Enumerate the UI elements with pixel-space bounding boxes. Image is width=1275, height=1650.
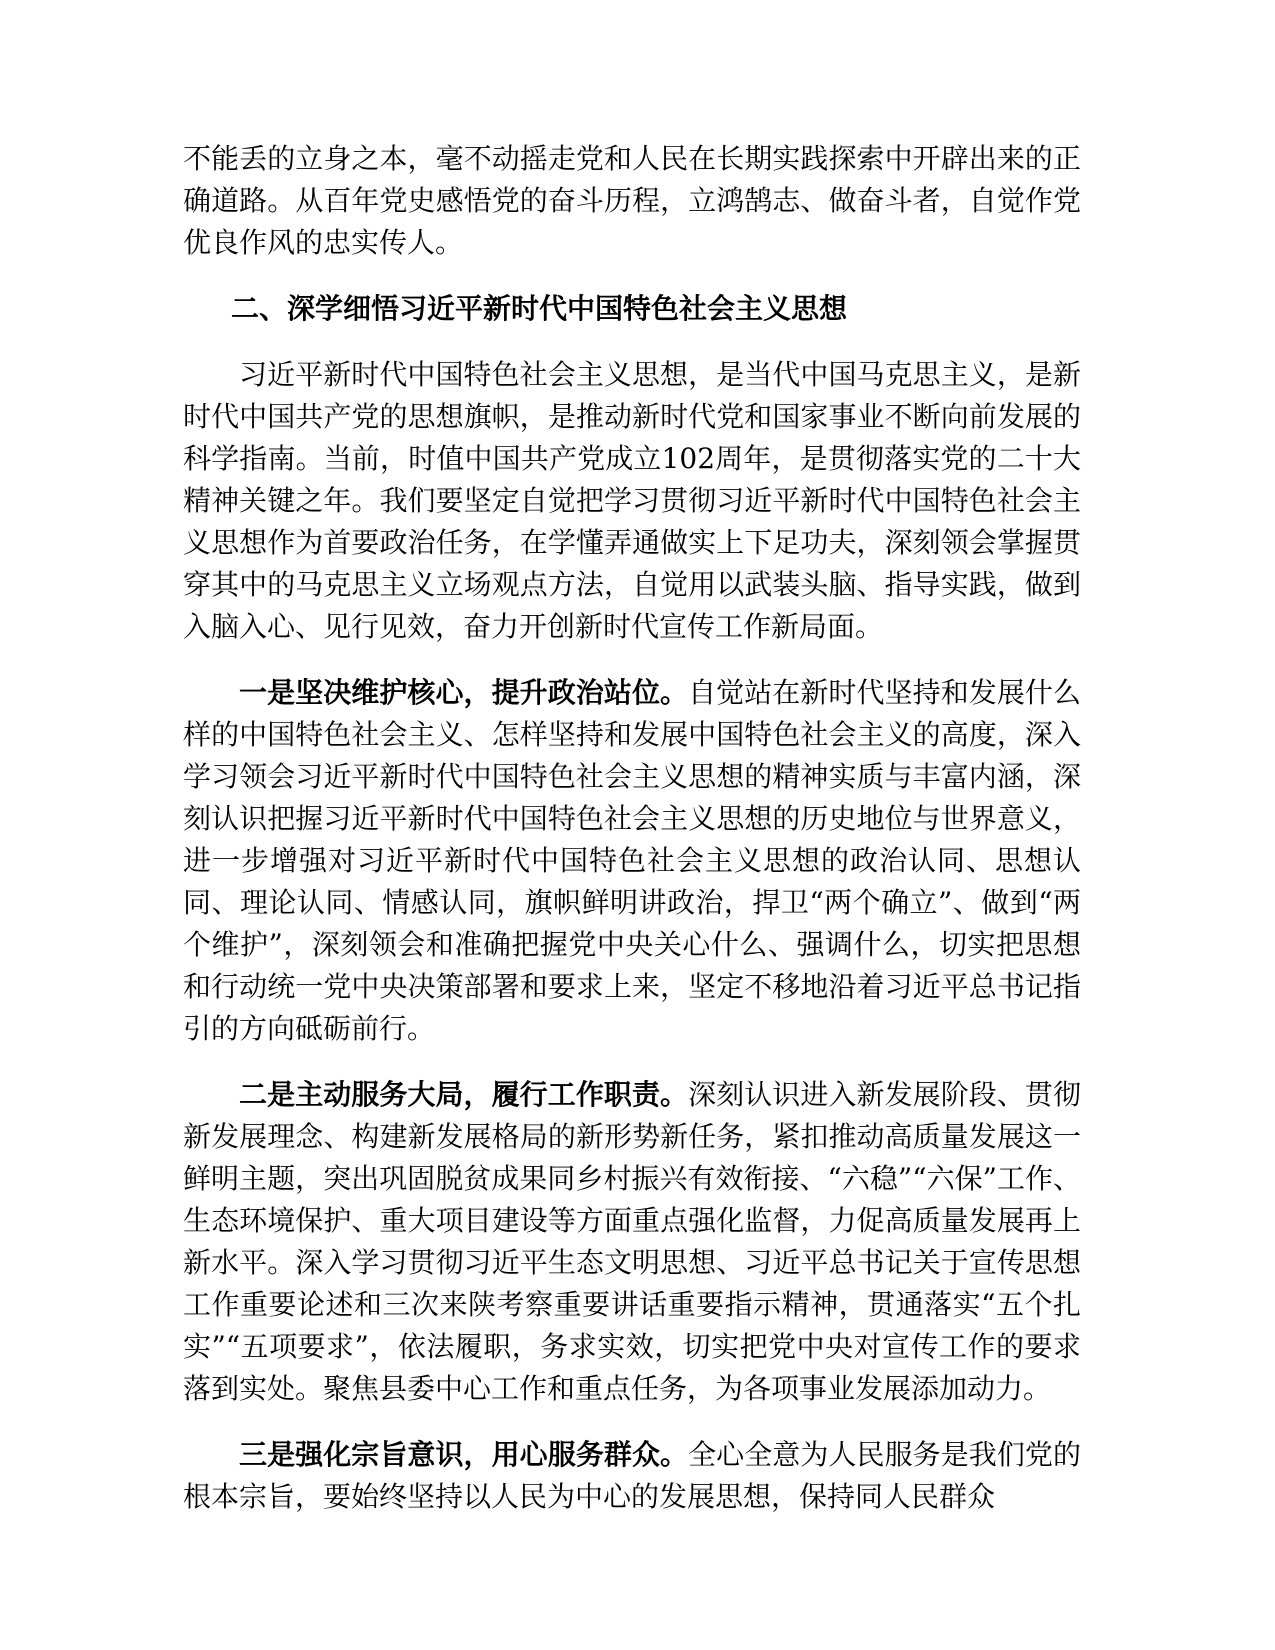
paragraph-point-three — [183, 1434, 1081, 1518]
section-heading-text: 二、深学细悟习近平新时代中国特色社会主义思想 — [231, 292, 848, 325]
paragraph-lead: 一是坚决维护核心，提升政治站位。 — [239, 676, 689, 709]
paragraph-continued — [183, 138, 1081, 264]
paragraph-text: 不能丢的立身之本，毫不动摇走党和人民在长期实践探索中开辟出来的正确道路。从百年党史感悟党的奋斗历程，立鸿鹄志、做奋斗者，自觉作党优良作风的忠实传人。 — [183, 142, 1081, 259]
paragraph-text: 全心全意为人民服务是我们党的根本宗旨，要始终坚持以人民为中心的发展思想，保持同人民群众 — [183, 1438, 1081, 1513]
paragraph-text: 深刻认识进入新发展阶段、贯彻新发展理念、构建新发展格局的新形势新任务，紧扣推动高质量发展这一鲜明主题，突出巩固脱贫成果同乡村振兴有效衔接、“六稳”“六保”工作、生态环境保护、重大项目建设等方面重点强化监督，力促高质量发展再上新水平。深入学习贯彻习近平生态文明思想、习近平总书记关于宣传思想工作重要论述和三次来陕考察重要讲话重要指示精神，贯通落实“五个扎实”“五项要求”，依法履职，务求实效，切实把党中央对宣传工作的要求落到实处。聚焦县委中心工作和重点任务，为各项事业发展添加动力。 — [183, 1078, 1081, 1405]
paragraph-lead: 二是主动服务大局，履行工作职责。 — [239, 1078, 689, 1111]
paragraph-point-one — [183, 672, 1081, 1050]
document-page — [183, 138, 1081, 1542]
section-heading — [183, 288, 1081, 330]
paragraph-point-two — [183, 1074, 1081, 1410]
paragraph-text: 习近平新时代中国特色社会主义思想，是当代中国马克思主义，是新时代中国共产党的思想旗帜，是推动新时代党和国家事业不断向前发展的科学指南。当前，时值中国共产党成立102周年，是贯彻落实党的二十大精神关键之年。我们要坚定自觉把学习贯彻习近平新时代中国特色社会主义思想作为首要政治任务，在学懂弄通做实上下足功夫，深刻领会掌握贯穿其中的马克思主义立场观点方法，自觉用以武装头脑、指导实践，做到入脑入心、见行见效，奋力开创新时代宣传工作新局面。 — [183, 358, 1081, 643]
paragraph-lead: 三是强化宗旨意识，用心服务群众。 — [239, 1438, 689, 1471]
paragraph-body — [183, 354, 1081, 648]
paragraph-text: 自觉站在新时代坚持和发展什么样的中国特色社会主义、怎样坚持和发展中国特色社会主义的高度，深入学习领会习近平新时代中国特色社会主义思想的精神实质与丰富内涵，深刻认识把握习近平新时代中国特色社会主义思想的历史地位与世界意义，进一步增强对习近平新时代中国特色社会主义思想的政治认同、思想认同、理论认同、情感认同，旗帜鲜明讲政治，捍卫“两个确立”、做到“两个维护”，深刻领会和准确把握党中央关心什么、强调什么，切实把思想和行动统一党中央决策部署和要求上来，坚定不移地沿着习近平总书记指引的方向砥砺前行。 — [183, 676, 1081, 1045]
